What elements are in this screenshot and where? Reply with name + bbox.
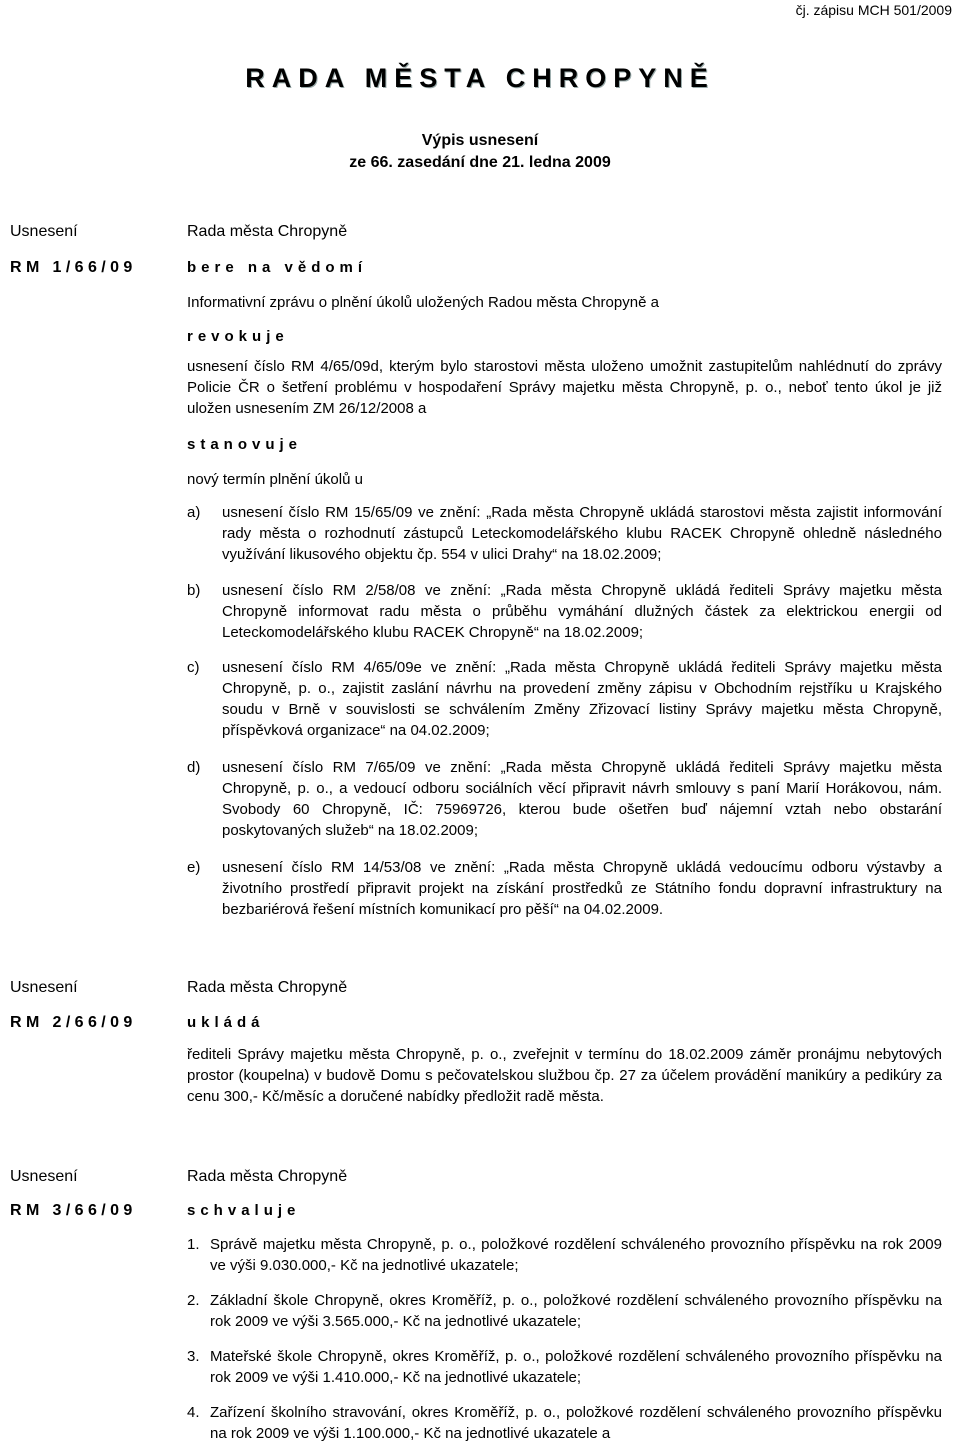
resolution-2-code: RM 2/66/09 xyxy=(10,1014,137,1031)
resolution-1-verb-note: bere na vědomí xyxy=(187,259,368,276)
resolution-1-text-3: nový termín plnění úkolů u xyxy=(187,471,363,488)
resolution-2-label: Usnesení xyxy=(10,979,78,996)
list-item-marker: 3. xyxy=(187,1348,200,1365)
resolution-1-verb-set: stanovuje xyxy=(187,436,303,453)
list-item-marker: d) xyxy=(187,759,201,776)
list-item-text: Mateřské škole Chropyně, okres Kroměříž, p. o., položkové rozdělení schváleného provozního příspěvku na rok 2009 ve výši 1.410.000,- Kč na jednotlivé ukazatele; xyxy=(210,1348,942,1386)
list-item-marker: a) xyxy=(187,504,201,521)
list-item-text: usnesení číslo RM 15/65/09 ve znění: „Rada města Chropyně ukládá starostovi města zajistit informování rady města o rozhodnutí zástupců Leteckomodelářského klubu RACEK Chropyně ohledně následného využívání likusového objektu čp. 554 v ulici Drahy“ na 18.02.2009; xyxy=(222,504,942,563)
list-item-text: Základní škole Chropyně, okres Kroměříž, p. o., položkové rozdělení schváleného provozního příspěvku na rok 2009 ve výši 3.565.000,- Kč na jednotlivé ukazatele; xyxy=(210,1292,942,1330)
resolution-3-label: Usnesení xyxy=(10,1168,78,1185)
list-item-text: Zařízení školního stravování, okres Kroměříž, p. o., položkové rozdělení schváleného provozního příspěvku na rok 2009 ve výši 1.100.000,- Kč na jednotlivé ukazatele a xyxy=(210,1404,942,1442)
resolution-2-verb: ukládá xyxy=(187,1014,265,1031)
resolution-3-body: Rada města Chropyně xyxy=(187,1168,348,1185)
resolution-2-text: řediteli Správy majetku města Chropyně, p. o., zveřejnit v termínu do 18.02.2009 záměr pronájmu nebytových prostor (koupelna) v budově Domu s pečovatelskou službou čp. 27 za účelem provádění manikúry a pedikúry za cenu 300,- Kč/měsíc a doručené nabídky předložit radě města. xyxy=(187,1046,942,1105)
list-item-text: usnesení číslo RM 7/65/09 ve znění: „Rada města Chropyně ukládá řediteli Správy majetku města Chropyně, p. o., a vedoucí odboru sociálních věcí připravit návrh smlouvy s paní Marií Horákovou, nám. Svobody 60 Chropyně, IČ: 75969726, kterou bude ošetřen buď nájemní vztah nebo obstarání poskytovaných služeb“ na 18.02.2009; xyxy=(222,759,942,839)
resolution-2-body: Rada města Chropyně xyxy=(187,979,348,996)
resolution-1-text-1: Informativní zprávu o plnění úkolů uložených Radou města Chropyně a xyxy=(187,294,659,311)
resolution-1-body: Rada města Chropyně xyxy=(187,223,348,240)
list-item-marker: b) xyxy=(187,582,201,599)
resolution-1-code: RM 1/66/09 xyxy=(10,259,137,276)
list-item-marker: c) xyxy=(187,659,200,676)
resolution-1-label: Usnesení xyxy=(10,223,78,240)
session-date: ze 66. zasedání dne 21. ledna 2009 xyxy=(349,154,611,171)
resolution-3-verb: schvaluje xyxy=(187,1202,301,1219)
council-title: RADA MĚSTA CHROPYNĚ xyxy=(245,63,715,93)
list-item-marker: 2. xyxy=(187,1292,200,1309)
list-item-text: usnesení číslo RM 4/65/09e ve znění: „Rada města Chropyně ukládá řediteli Správy majetku města Chropyně, p. o., zajistit zaslání návrhu na provedení změny zápisu v Obchodním rejstříku u Krajského soudu v Brně v souvislosti se schválením Změny Zřizovací listiny Správy majetku města Chropyně, příspěvková organizace“ na 04.02.2009; xyxy=(222,659,942,739)
document-reference: čj. zápisu MCH 501/2009 xyxy=(795,2,952,18)
list-item-text: Správě majetku města Chropyně, p. o., položkové rozdělení schváleného provozního příspěvku na rok 2009 ve výši 9.030.000,- Kč na jednotlivé ukazatele; xyxy=(210,1236,942,1274)
resolution-1-verb-revoke: revokuje xyxy=(187,328,289,345)
list-item-text: usnesení číslo RM 14/53/08 ve znění: „Rada města Chropyně ukládá vedoucímu odboru výstavby a životního prostředí připravit projekt na získání prostředků ze Státního fondu dopravní infrastruktury na bezbariérová řešení místních komunikací pro pěší“ na 04.02.2009. xyxy=(222,859,942,918)
list-item-marker: 4. xyxy=(187,1404,200,1421)
document-subtitle: Výpis usnesení xyxy=(421,132,539,149)
list-item-marker: e) xyxy=(187,859,201,876)
list-item-text: usnesení číslo RM 2/58/08 ve znění: „Rada města Chropyně ukládá řediteli Správy majetku města Chropyně informovat radu města o průběhu vymáhání dlužných částek za elektrickou energii od Leteckomodelářského klubu RACEK Chropyně“ na 18.02.2009; xyxy=(222,582,942,641)
resolution-1-text-2: usnesení číslo RM 4/65/09d, kterým bylo starostovi města uloženo umožnit zastupitelům nahlédnutí do zprávy Policie ČR o šetření problému v hospodaření Správy majetku města Chropyně, p. o., neboť tento úkol je již uložen usnesením ZM 26/12/2008 a xyxy=(187,358,942,417)
resolution-3-code: RM 3/66/09 xyxy=(10,1202,137,1219)
list-item-marker: 1. xyxy=(187,1236,200,1253)
